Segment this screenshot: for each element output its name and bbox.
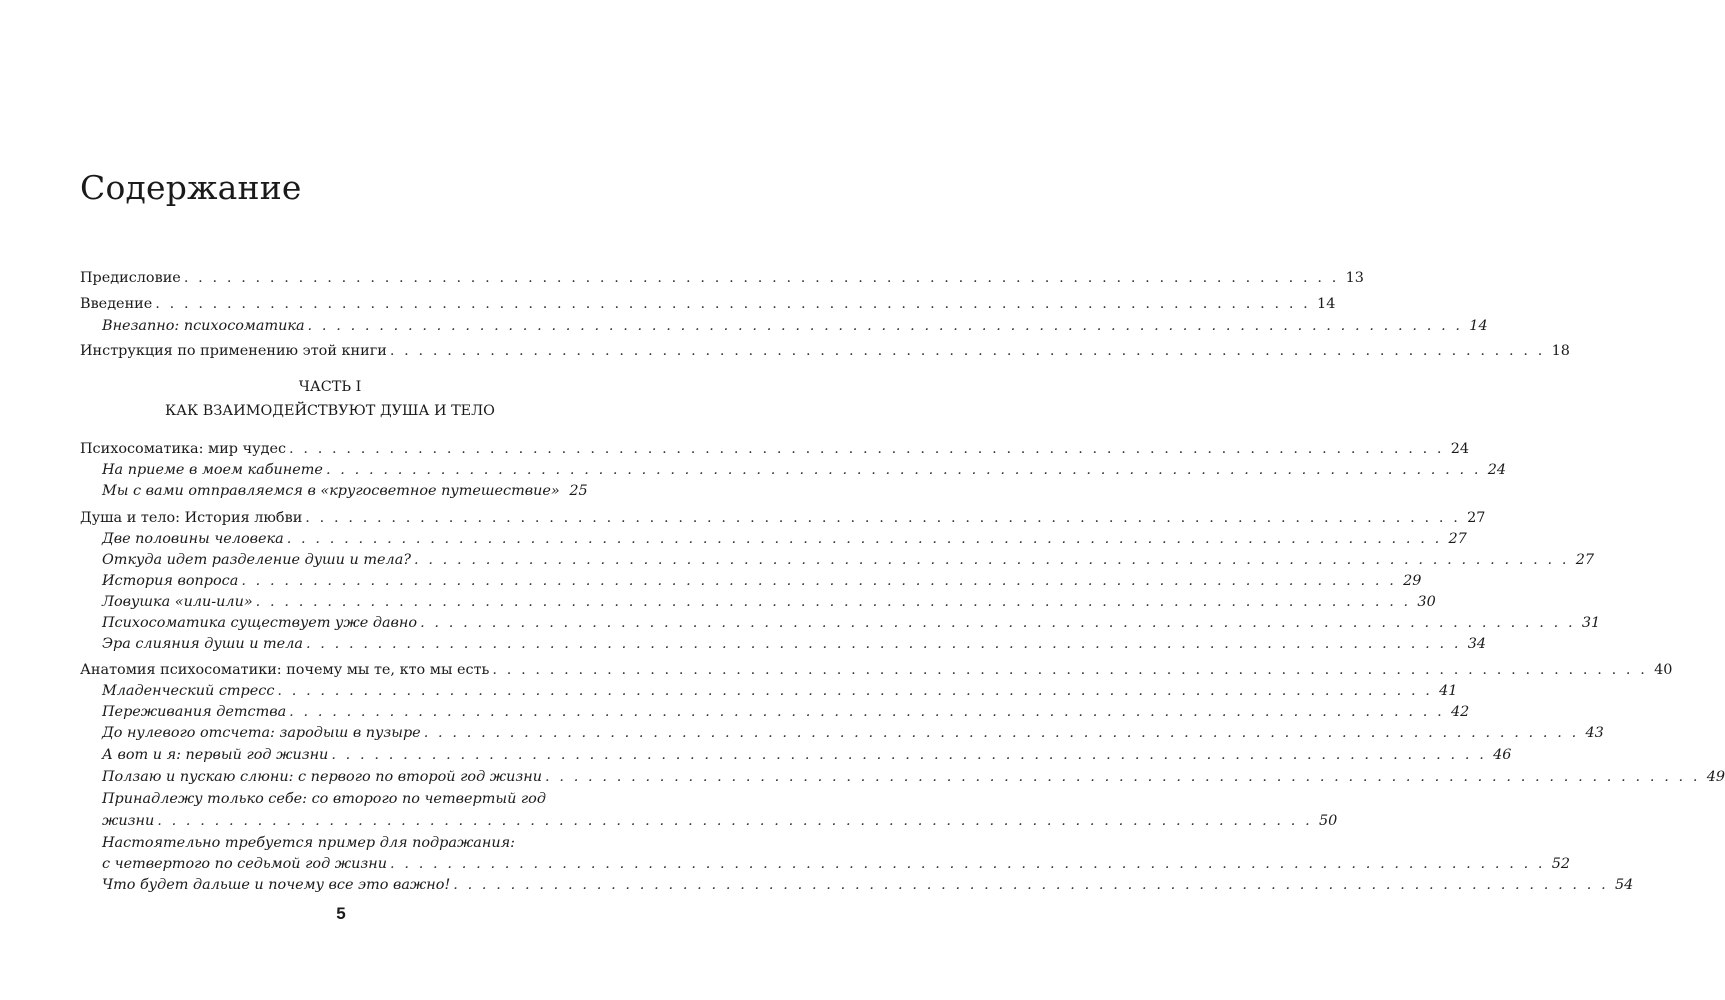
toc-leader-dots: . . . . . . . . . . . . . . . . . . . . . . . . . . . . . . . . . . . . . . . . . . . . . . . . . . . . . . . . . . . . . . . . . . . . . . . . . . . . . . . . .: [492, 662, 1648, 678]
toc-entry-page: 43: [1585, 725, 1604, 741]
toc-entry-page: 24: [1450, 441, 1470, 457]
toc-subentry: [102, 480, 588, 502]
toc-leader-dots: . . . . . . . . . . . . . . . . . . . . . . . . . . . . . . . . . . . . . . . . . . . . . . . . . . . . . . . . . . . . . . . . . . . . . . . . . . . . . . . . .: [453, 877, 1609, 893]
toc-subentry: [102, 528, 1467, 550]
toc-leader-dots: . . . . . . . . . . . . . . . . . . . . . . . . . . . . . . . . . . . . . . . . . . . . . . . . . . . . . . . . . . . . . . . . . . . . . . . . . . . . . . . . .: [286, 531, 1442, 547]
page-number: 5: [336, 904, 346, 923]
toc-entry-title: На приеме в моем кабинете: [102, 462, 323, 478]
toc-entry-title: Ползаю и пускаю слюни: с первого по второй год жизни: [102, 769, 542, 785]
toc-entry-page: 46: [1493, 747, 1512, 763]
toc-entry-page: 41: [1439, 683, 1458, 699]
toc-entry-title: Что будет дальше и почему все это важно!: [102, 877, 451, 893]
toc-subentry: [102, 810, 1338, 832]
toc-subentry: [102, 315, 1488, 337]
toc-leader-dots: . . . . . . . . . . . . . . . . . . . . . . . . . . . . . . . . . . . . . . . . . . . . . . . . . . . . . . . . . . . . . . . . . . . . . . . . . . . . . . . . .: [331, 747, 1487, 763]
toc-entry-title: Эра слияния души и тела: [102, 636, 303, 652]
toc-entry-page: 27: [1467, 510, 1486, 526]
toc-entry-page: 31: [1581, 615, 1601, 631]
toc-leader-dots: . . . . . . . . . . . . . . . . . . . . . . . . . . . . . . . . . . . . . . . . . . . . . . . . . . . . . . . . . . . . . . . . . . . . . . . . . . . . . . . . .: [420, 615, 1576, 631]
toc-entry-title: Душа и тело: История любви: [80, 510, 303, 526]
toc-entry-page: 49: [1706, 769, 1725, 785]
toc-entry-page: 34: [1467, 636, 1487, 652]
toc-entry-page: 14: [1469, 318, 1488, 334]
toc-subentry: [102, 459, 1507, 481]
toc-subentry: [102, 633, 1487, 655]
toc-leader-dots: . . . . . . . . . . . . . . . . . . . . . . . . . . . . . . . . . . . . . . . . . . . . . . . . . . . . . . . . . . . . . . . . . . . . . . . . . . . . . . . . .: [305, 636, 1462, 652]
toc-subentry-line: [102, 788, 580, 810]
toc-leader-dots: . . . . . . . . . . . . . . . . . . . . . . . . . . . . . . . . . . . . . . . . . . . . . . . . . . . . . . . . . . . . . . . . . . . . . . . . . . . . . . . . .: [305, 510, 1461, 526]
toc-chapter: [80, 507, 1486, 529]
toc-entry-page: 40: [1654, 662, 1673, 678]
toc-leader-dots: . . . . . . . . . . . . . . . . . . . . . . . . . . . . . . . . . . . . . . . . . . . . . . . . . . . . . . . . . . . . . . . . . . . . . . . . . . . . . . . . .: [155, 296, 1311, 312]
toc-subentry: [102, 549, 1595, 571]
toc-entry-title: История вопроса: [102, 573, 239, 589]
toc-entry: [80, 267, 1364, 289]
toc-entry-title: Внезапно: психосоматика: [102, 318, 305, 334]
toc-leader-dots: . . . . . . . . . . . . . . . . . . . . . . . . . . . . . . . . . . . . . . . . . . . . . . . . . . . . . . . . . . . . . . . . . . . . . . . . . . . . . . . . .: [289, 441, 1445, 457]
toc-subentry-line: [102, 832, 580, 854]
toc-entry-page: 27: [1575, 552, 1595, 568]
toc-entry-title: Психосоматика существует уже давно: [102, 615, 418, 631]
toc-subentry: [102, 591, 1436, 613]
toc-subentry: [102, 612, 1601, 634]
toc-leader-dots: . . . . . . . . . . . . . . . . . . . . . . . . . . . . . . . . . . . . . . . . . . . . . . . . . . . . . . . . . . . . . . . . . . . . . . . . . . . . . . . . .: [157, 813, 1313, 829]
toc-leader-dots: . . . . . . . . . . . . . . . . . . . . . . . . . . . . . . . . . . . . . . . . . . . . . . . . . . . . . . . . . . . . . . . . . . . . . . . . . . . . . . . . .: [325, 462, 1482, 478]
toc-entry-title: Анатомия психосоматики: почему мы те, кто мы есть: [80, 662, 490, 678]
toc-subentry: [102, 853, 1571, 875]
toc-leader-dots: . . . . . . . . . . . . . . . . . . . . . . . . . . . . . . . . . . . . . . . . . . . . . . . . . . . . . . . . . . . . . . . . . . . . . . . . . . . . . . . . .: [389, 343, 1545, 359]
toc-leader-dots: . . . . . . . . . . . . . . . . . . . . . . . . . . . . . . . . . . . . . . . . . . . . . . . . . . . . . . . . . . . . . . . . . . . . . . . . . . . . . . . . .: [255, 594, 1411, 610]
page-title: Содержание: [80, 168, 302, 207]
toc-entry-page: 50: [1319, 813, 1338, 829]
toc-leader-dots: . . . . . . . . . . . . . . . . . . . . . . . . . . . . . . . . . . . . . . . . . . . . . . . . . . . . . . . . . . . . . . . . . . . . . . . . . . . . . . . . .: [390, 856, 1546, 872]
toc-entry-title: Инструкция по применению этой книги: [80, 343, 387, 359]
toc-entry-page: 18: [1551, 343, 1570, 359]
toc-entry-title: жизни: [102, 813, 155, 829]
toc-entry-page: 42: [1450, 704, 1470, 720]
toc-leader-dots: . . . . . . . . . . . . . . . . . . . . . . . . . . . . . . . . . . . . . . . . . . . . . . . . . . . . . . . . . . . . . . . . . . . . . . . . . . . . . . . . .: [277, 683, 1433, 699]
toc-entry-title: Предисловие: [80, 270, 181, 286]
toc-subentry: [102, 744, 1512, 766]
part-number: ЧАСТЬ I: [298, 379, 362, 395]
toc-leader-dots: . . . . . . . . . . . . . . . . . . . . . . . . . . . . . . . . . . . . . . . . . . . . . . . . . . . . . . . . . . . . . . . . . . . . . . . . . . . . . . . . .: [241, 573, 1397, 589]
part-title: КАК ВЗАИМОДЕЙСТВУЮТ ДУША И ТЕЛО: [165, 403, 495, 419]
toc-entry-page: 14: [1317, 296, 1336, 312]
toc-subentry: [102, 766, 1725, 788]
toc-leader-dots: . . . . . . . . . . . . . . . . . . . . . . . . . . . . . . . . . . . . . . . . . . . . . . . . . . . . . . . . . . . . . . . . . . . . . . . . . . . . . . . . .: [545, 769, 1701, 785]
toc-entry-page: 30: [1417, 594, 1436, 610]
toc-subentry: [102, 680, 1458, 702]
toc-entry-page: 25: [569, 483, 588, 499]
toc-entry-title: Мы с вами отправляемся в «кругосветное путешествие»: [102, 483, 560, 499]
toc-entry-page: 54: [1615, 877, 1634, 893]
toc-chapter: [80, 438, 1470, 460]
toc-entry-title: Ловушка «или-или»: [102, 594, 253, 610]
toc-entry-page: 29: [1403, 573, 1422, 589]
toc-subentry: [102, 701, 1470, 723]
toc-subentry: [102, 874, 1634, 896]
toc-entry-title: А вот и я: первый год жизни: [102, 747, 329, 763]
toc-entry-title: Откуда идет разделение души и тела?: [102, 552, 411, 568]
toc-entry: [80, 340, 1570, 362]
toc-entry-page: 52: [1551, 856, 1571, 872]
toc-leader-dots: . . . . . . . . . . . . . . . . . . . . . . . . . . . . . . . . . . . . . . . . . . . . . . . . . . . . . . . . . . . . . . . . . . . . . . . . . . . . . . . . .: [413, 552, 1570, 568]
toc-entry-page: 27: [1448, 531, 1467, 547]
toc-leader-dots: . . . . . . . . . . . . . . . . . . . . . . . . . . . . . . . . . . . . . . . . . . . . . . . . . . . . . . . . . . . . . . . . . . . . . . . . . . . . . . . . .: [183, 270, 1339, 286]
toc-entry: [80, 293, 1336, 315]
toc-entry-title: Психосоматика: мир чудес: [80, 441, 287, 457]
toc-entry-title: с четвертого по седьмой год жизни: [102, 856, 388, 872]
toc-entry-title: Введение: [80, 296, 153, 312]
toc-entry-page: 13: [1345, 270, 1364, 286]
toc-leader-dots: . . . . . . . . . . . . . . . . . . . . . . . . . . . . . . . . . . . . . . . . . . . . . . . . . . . . . . . . . . . . . . . . . . . . . . . . . . . . . . . . .: [423, 725, 1579, 741]
toc-entry-title: Принадлежу только себе: со второго по четвертый год: [102, 791, 546, 807]
toc-leader-dots: . . . . . . . . . . . . . . . . . . . . . . . . . . . . . . . . . . . . . . . . . . . . . . . . . . . . . . . . . . . . . . . . . . . . . . . . . . . . . . . . .: [307, 318, 1463, 334]
toc-entry-title: Две половины человека: [102, 531, 284, 547]
toc-entry-title: Переживания детства: [102, 704, 287, 720]
toc-entry-title: До нулевого отсчета: зародыш в пузыре: [102, 725, 421, 741]
toc-subentry: [102, 570, 1422, 592]
toc-subentry: [102, 722, 1604, 744]
toc-entry-title: Младенческий стресс: [102, 683, 275, 699]
toc-entry-page: 24: [1487, 462, 1507, 478]
toc-leader-dots: . . . . . . . . . . . . . . . . . . . . . . . . . . . . . . . . . . . . . . . . . . . . . . . . . . . . . . . . . . . . . . . . . . . . . . . . . . . . . . . . .: [289, 704, 1445, 720]
toc-chapter: [80, 659, 1673, 681]
toc-entry-title: Настоятельно требуется пример для подражания:: [102, 835, 516, 851]
